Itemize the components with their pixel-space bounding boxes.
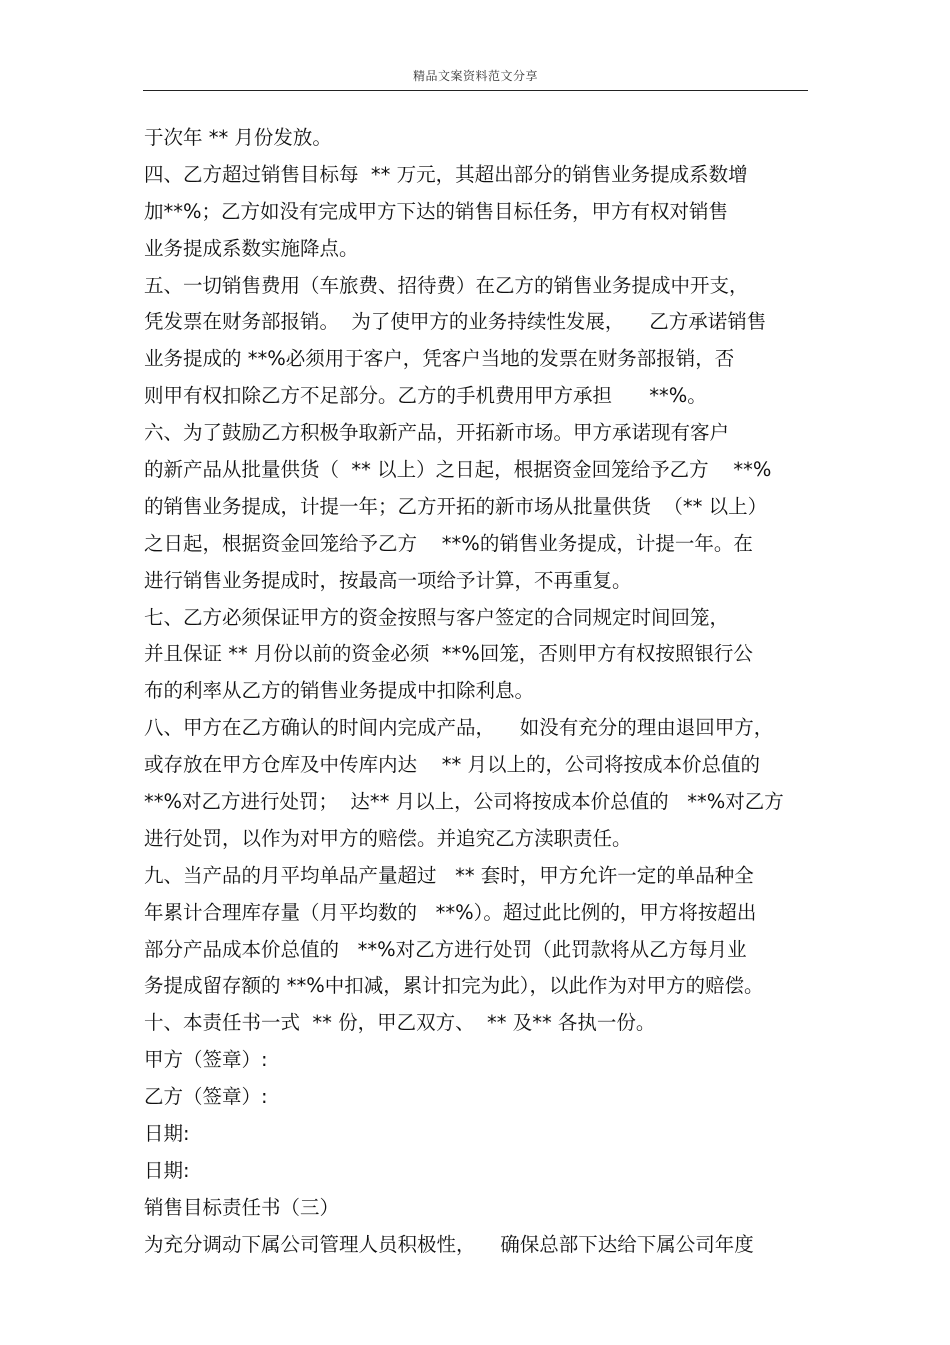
text-line: 部分产品成本价总值的 **%对乙方进行处罚（此罚款将从乙方每月业	[144, 937, 747, 961]
text-line: 的新产品从批量供货（ ** 以上）之日起，根据资金回笼给予乙方 **%	[144, 458, 772, 482]
text-line: 八、甲方在乙方确认的时间内完成产品， 如没有充分的理由退回甲方，	[144, 716, 774, 740]
text-line: 的销售业务提成，计提一年；乙方开拓的新市场从批量供货 （** 以上）	[144, 494, 768, 518]
party-b-signature-label: 乙方（签章）:	[144, 1085, 268, 1109]
text-line: 五、一切销售费用（车旅费、招待费）在乙方的销售业务提成中开支，	[144, 273, 749, 297]
text-line: 并且保证 ** 月份以前的资金必须 **%回笼，否则甲方有权按照银行公	[144, 642, 753, 666]
date-label: 日期:	[144, 1122, 190, 1146]
text-line: 为充分调动下属公司管理人员积极性， 确保总部下达给下属公司年度	[144, 1232, 754, 1256]
text-line: 进行销售业务提成时，按最高一项给予计算，不再重复。	[144, 568, 632, 592]
text-line: 九、当产品的月平均单品产量超过 ** 套时，甲方允许一定的单品种全	[144, 863, 754, 887]
date-label: 日期:	[144, 1158, 190, 1182]
document-body	[144, 120, 809, 1264]
text-line: 凭发票在财务部报销。 为了使甲方的业务持续性发展， 乙方承诺销售	[144, 310, 767, 334]
text-line: 业务提成的 **%必须用于客户，凭客户当地的发票在财务部报销，否	[144, 347, 735, 371]
text-line: 六、为了鼓励乙方积极争取新产品，开拓新市场。甲方承诺现有客户	[144, 421, 730, 445]
text-line: 业务提成系数实施降点。	[144, 236, 359, 260]
party-a-signature-label: 甲方（签章）:	[144, 1048, 268, 1072]
text-line: 则甲有权扣除乙方不足部分。乙方的手机费用甲方承担 **%。	[144, 384, 707, 408]
page-header	[143, 62, 808, 91]
section-title: 销售目标责任书（三）	[144, 1195, 340, 1219]
text-line: 年累计合理库存量（月平均数的 **%）。超过此比例的，甲方将按超出	[144, 900, 757, 924]
text-line: 务提成留存额的 **%中扣减，累计扣完为此），以此作为对甲方的赔偿。	[144, 974, 764, 998]
text-line: 加**%；乙方如没有完成甲方下达的销售目标任务，甲方有权对销售	[144, 199, 729, 223]
text-line: 十、本责任书一式 ** 份，甲乙双方、 ** 及** 各执一份。	[144, 1011, 656, 1035]
text-line: 四、乙方超过销售目标每 ** 万元，其超出部分的销售业务提成系数增	[144, 162, 748, 186]
header-title: 精品文案资料范文分享	[412, 69, 538, 83]
text-line: 于次年 ** 月份发放。	[144, 126, 332, 149]
text-line: 之日起，根据资金回笼给予乙方 **%的销售业务提成，计提一年。在	[144, 531, 753, 555]
text-line: **%对乙方进行处罚； 达** 月以上，公司将按成本价总值的 **%对乙方	[144, 790, 784, 814]
text-line: 或存放在甲方仓库及中传库内达 ** 月以上的，公司将按成本价总值的	[144, 753, 760, 777]
text-line: 进行处罚，以作为对甲方的赔偿。并追究乙方渎职责任。	[144, 826, 632, 850]
text-line: 七、乙方必须保证甲方的资金按照与客户签定的合同规定时间回笼，	[144, 605, 730, 629]
text-line: 布的利率从乙方的销售业务提成中扣除利息。	[144, 679, 535, 703]
